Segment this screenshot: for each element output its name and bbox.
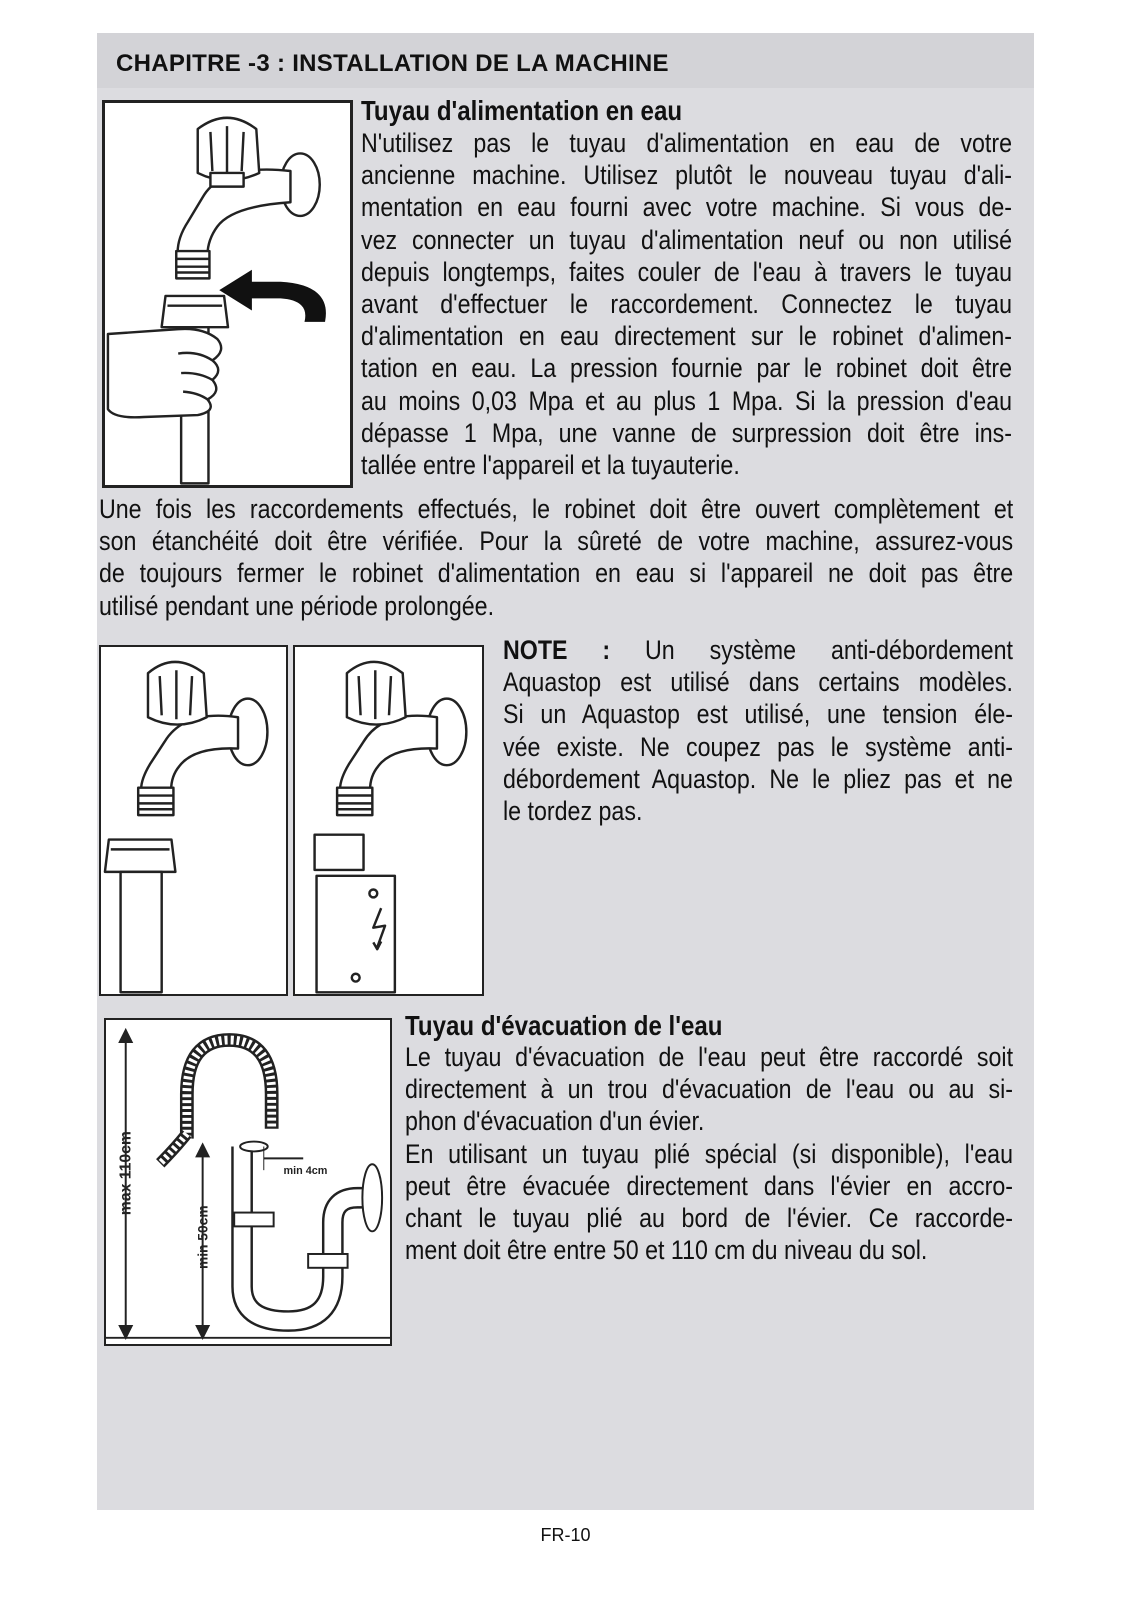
drain-siphon-illustration [106, 1020, 390, 1344]
aquastop-hose-figure [293, 645, 484, 996]
text-line: au moins 0,03 Mpa et au plus 1 Mpa. Si la pression d'eau [361, 385, 1013, 416]
text-line: depuis longtemps, faites couler de l'eau à travers le tuyau [361, 256, 1013, 287]
text-line: vez connecter un tuyau d'alimentation neuf ou non utilisé [361, 224, 1013, 255]
text-line: mentation en eau fourni avec votre machine. Si vous de- [361, 192, 1013, 223]
note-first-line-text: Un système anti-débordement [645, 635, 1013, 665]
aquastop-note [503, 634, 1013, 827]
text-line: débordement Aquastop. Ne le pliez pas et ne [503, 763, 1013, 794]
min-depth-label: min 4cm [283, 1165, 328, 1178]
tap-standard-hose-illustration [101, 647, 286, 994]
text-line: son étanchéité doit être vérifiée. Pour la sûreté de votre machine, assurez-vous [99, 526, 1014, 557]
text-line: ment doit être entre 50 et 110 cm du niveau du sol. [405, 1235, 928, 1266]
text-line: tation en eau. La pression fournie par le robinet doit être [361, 353, 1013, 384]
text-line: phon d'évacuation d'un évier. [405, 1106, 705, 1137]
text-line: Une fois les raccordements effectués, le robinet doit être ouvert complètement et [99, 494, 1014, 524]
tap-aquastop-illustration [295, 647, 482, 994]
drain-hose-figure [104, 1018, 392, 1346]
max-height-label: max 110cm [117, 1131, 135, 1216]
standard-hose-figure [99, 645, 288, 996]
tap-connection-figure [102, 100, 353, 488]
text-line: ancienne machine. Utilisez plutôt le nouveau tuyau d'ali- [361, 160, 1013, 191]
text-line: peut être évacuée directement dans l'évier en accro- [405, 1170, 1014, 1201]
supply-hose-heading: Tuyau d'alimentation en eau [361, 95, 683, 126]
text-line: chant le tuyau plié au bord de l'évier. Ce raccorde- [405, 1203, 1014, 1234]
text-line: de toujours fermer le robinet d'alimentation en eau si l'appareil ne doit pas être [99, 558, 1014, 589]
text-line: N'utilisez pas le tuyau d'alimentation en eau de votre [361, 128, 1013, 158]
text-line: avant d'effectuer le raccordement. Connectez le tuyau [361, 289, 1013, 320]
drain-hose-text [405, 1041, 1013, 1266]
page-number: FR-10 [540, 1525, 591, 1545]
drain-hose-heading: Tuyau d'évacuation de l'eau [405, 1010, 723, 1041]
text-line: vée existe. Ne coupez pas le système anti- [503, 731, 1013, 762]
text-line: Si un Aquastop est utilisé, une tension éle- [503, 699, 1013, 730]
after-connection-text [99, 493, 1013, 622]
text-line: tallée entre l'appareil et la tuyauterie. [361, 450, 740, 481]
note-label: NOTE : [503, 635, 611, 665]
text-line: le tordez pas. [503, 796, 643, 827]
text-line: d'alimentation en eau directement sur le robinet d'alimen- [361, 321, 1013, 352]
text-line: directement à un trou d'évacuation de l'eau ou au si- [405, 1074, 1014, 1105]
text-line: Le tuyau d'évacuation de l'eau peut être raccordé soit [405, 1042, 1014, 1072]
supply-hose-text [361, 127, 1012, 481]
text-line: utilisé pendant une période prolongée. [99, 590, 495, 621]
note-first-line [503, 634, 1013, 666]
min-height-label: min 50cm [195, 1205, 211, 1270]
tap-with-hand-illustration [105, 103, 350, 485]
text-line: En utilisant un tuyau plié spécial (si disponible), l'eau [405, 1138, 1014, 1169]
text-line: Aquastop est utilisé dans certains modèles. [503, 667, 1013, 698]
text-line: dépasse 1 Mpa, une vanne de surpression doit être ins- [361, 417, 1013, 448]
chapter-title: CHAPITRE -3 : INSTALLATION DE LA MACHINE [116, 50, 669, 77]
